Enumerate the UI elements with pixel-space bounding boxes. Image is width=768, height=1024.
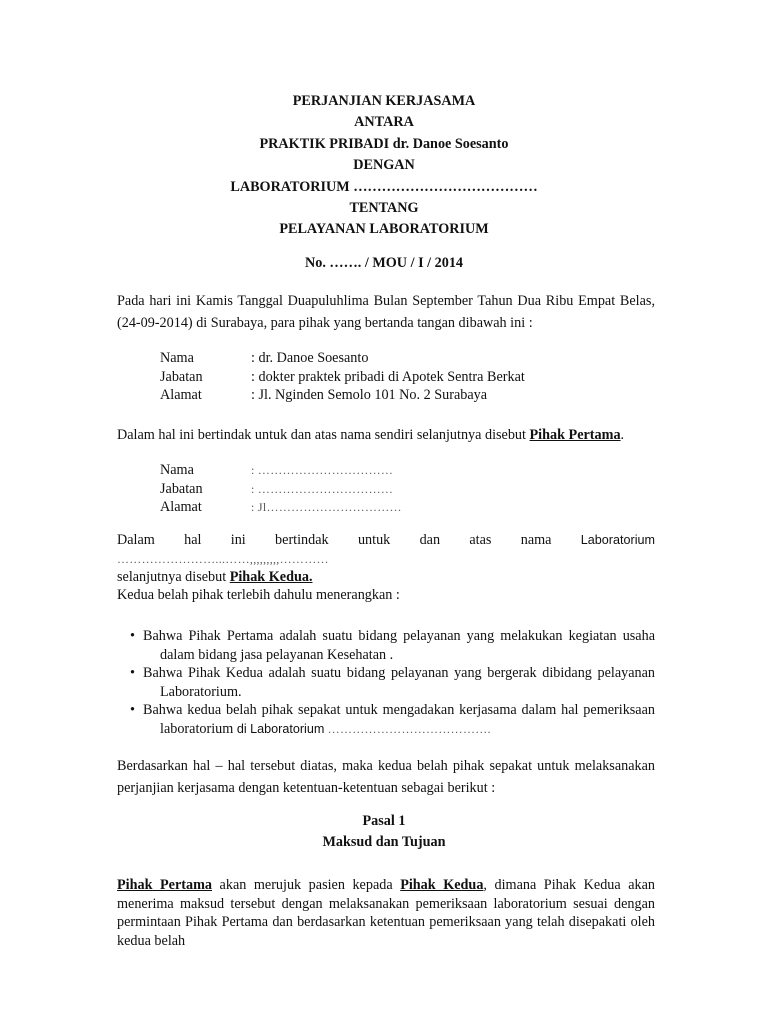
party1-fields [160, 349, 525, 405]
field-value: : dokter praktek pribadi di Apotek Sentra Berkat [251, 368, 525, 385]
list-item [117, 627, 655, 664]
bullet-text: Bahwa kedua belah pihak sepakat untuk mengadakan kerjasama dalam hal pemeriksaan laboratorium [143, 702, 655, 737]
title-line-4: DENGAN [353, 157, 415, 174]
title-line-2: ANTARA [354, 114, 414, 131]
party2-fields [160, 461, 402, 517]
party2-alamat-row [160, 498, 402, 517]
bullet-marker: • [130, 665, 135, 682]
field-value: : Jl. Nginden Semolo 101 No. 2 Surabaya [251, 387, 488, 403]
bullet-list [117, 627, 655, 739]
pihak-pertama-term: Pihak Pertama [117, 877, 213, 893]
body-text: , dimana Pihak Kedua akan menerima maksud tersebut dengan melaksanakan pemeriksaan laboratorium sesuai dengan permintaan Pihak Pertama dan berdasarkan ketentuan pemeriksaan yang telah disepakati oleh kedua belah [117, 877, 655, 949]
mou-number: No. ……. / MOU / I / 2014 [304, 255, 464, 271]
pasal-number: Pasal 1 [362, 813, 406, 829]
statement-text-line2: selanjutnya disebut [117, 569, 230, 585]
laboratorium-dots: ……………………...……,,,,,,,,,………… [117, 551, 329, 566]
bullets-intro: Kedua belah pihak terlebih dahulu menerangkan : [117, 587, 400, 603]
pihak-kedua-term: Pihak Kedua. [229, 569, 313, 585]
field-value: : …………………………… [251, 463, 394, 477]
statement-text: Dalam hal ini bertindak untuk dan atas nama sendiri selanjutnya disebut [117, 427, 530, 443]
agreement-intro: Berdasarkan hal – hal tersebut diatas, maka kedua belah pihak sepakat untuk melaksanakan perjanjian kerjasama dengan ketentuan-ketentuan sebagai berikut : [117, 758, 655, 796]
title-line-1: PERJANJIAN KERJASAMA [292, 93, 476, 109]
field-value: : dr. Danoe Soesanto [251, 350, 369, 366]
party2-statement [117, 531, 655, 587]
field-label: Nama [160, 350, 194, 366]
party1-jabatan-row [160, 368, 525, 387]
statement-text: Dalam hal ini bertindak untuk dan atas nama [117, 532, 581, 548]
laboratorium-word: di Laboratorium [236, 721, 325, 736]
field-label: Jabatan [160, 368, 203, 385]
bullet-text: Bahwa Pihak Pertama adalah suatu bidang pelayanan yang melakukan kegiatan usaha dalam bidang jasa pelayanan Kesehatan . [143, 628, 655, 663]
field-label: Alamat [160, 387, 202, 403]
party1-statement [117, 425, 655, 447]
pihak-pertama-term: Pihak Pertama [529, 427, 621, 443]
bullet-marker: • [130, 702, 135, 719]
list-item [117, 664, 655, 701]
document-title [0, 91, 768, 241]
laboratorium-word: Laboratorium [580, 533, 655, 547]
field-label: Alamat [160, 499, 202, 515]
field-value: : Jl…………………………… [251, 500, 402, 514]
list-item [117, 701, 655, 738]
opening-paragraph: Pada hari ini Kamis Tanggal Duapuluhlima Bulan September Tahun Dua Ribu Empat Belas, (24-09-2014) di Surabaya, para pihak yang bertanda tangan dibawah ini : [117, 293, 655, 331]
party1-nama-row [160, 349, 525, 368]
bullet-text: Bahwa Pihak Kedua adalah suatu bidang pelayanan yang bergerak dibidang pelayanan Laboratorium. [143, 665, 655, 700]
title-line-3: PRAKTIK PRIBADI dr. Danoe Soesanto [259, 135, 509, 152]
title-line-6: TENTANG [349, 200, 419, 217]
body-text: akan merujuk pasien kepada [212, 877, 401, 893]
field-value: : …………………………… [251, 481, 394, 496]
field-label: Jabatan [160, 480, 203, 497]
pasal1-body [117, 876, 655, 950]
party2-nama-row [160, 461, 402, 480]
pihak-kedua-term: Pihak Kedua [400, 877, 484, 893]
title-line-5: LABORATORIUM ………………………………… [230, 178, 538, 195]
bullet-marker: • [130, 628, 135, 644]
title-line-7: PELAYANAN LABORATORIUM [279, 221, 489, 238]
laboratorium-dots: …………………………………. [324, 721, 491, 736]
party2-jabatan-row [160, 480, 402, 499]
party1-alamat-row [160, 386, 525, 405]
pasal-heading [0, 811, 768, 853]
statement-end: . [620, 427, 625, 443]
pasal-title: Maksud dan Tujuan [322, 834, 446, 850]
field-label: Nama [160, 462, 194, 478]
